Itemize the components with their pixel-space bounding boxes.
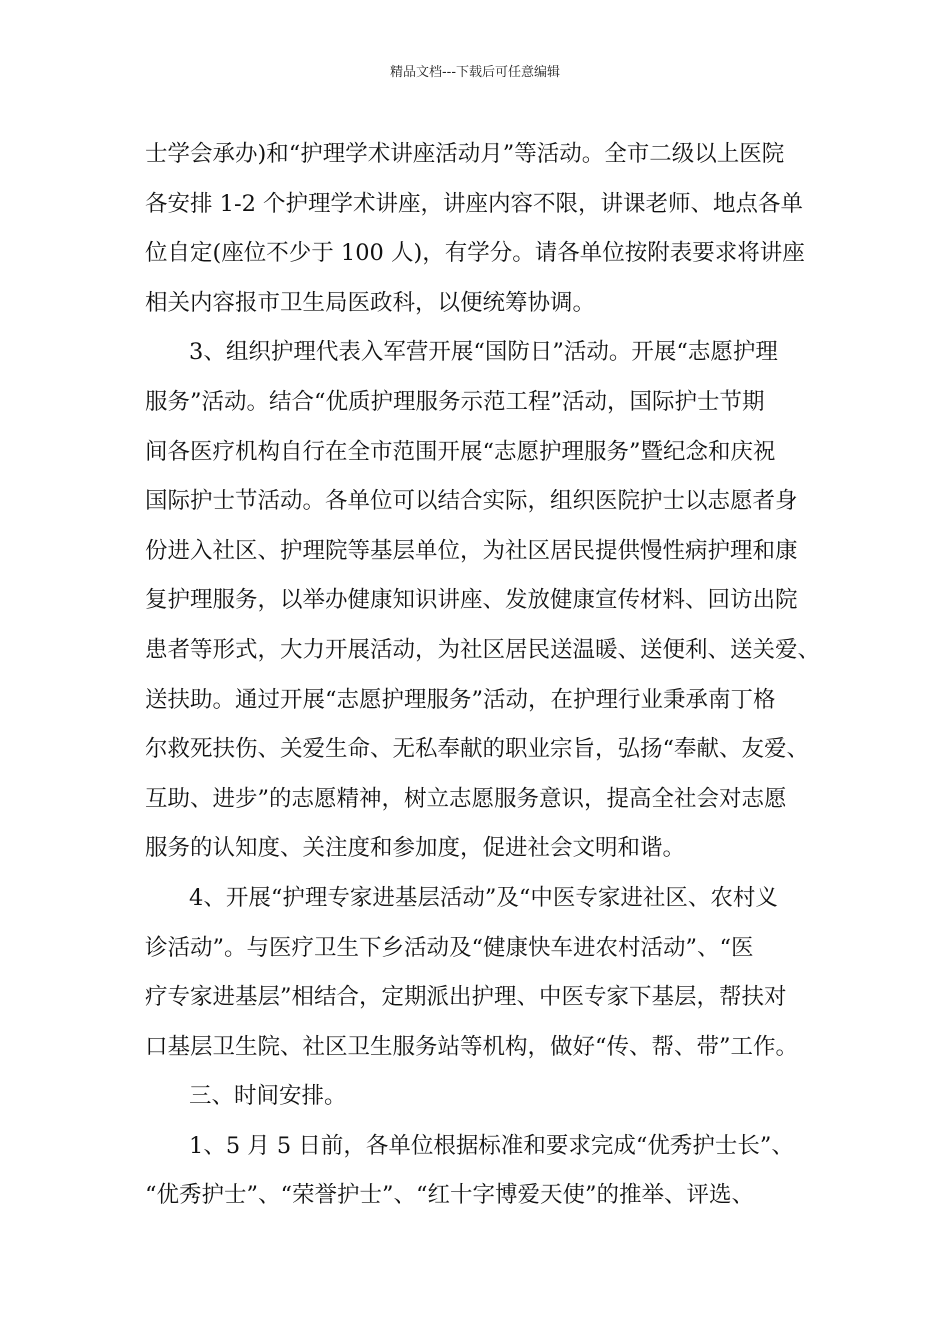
text-line: 尔救死扶伤、关爱生命、无私奉献的职业宗旨，弘扬“奉献、友爱、 xyxy=(145,736,810,763)
text-line: “优秀护士”、“荣誉护士”、“红十字博爱天使”的推举、评选、 xyxy=(145,1182,755,1209)
section-heading: 三、时间安排。 xyxy=(189,1083,347,1110)
text-line: 间各医疗机构自行在全市范围开展“志愿护理服务”暨纪念和庆祝 xyxy=(145,438,776,465)
text-line: 疗专家进基层”相结合，定期派出护理、中医专家下基层，帮扶对 xyxy=(145,984,787,1011)
text-line: 复护理服务，以举办健康知识讲座、发放健康宣传材料、回访出院 xyxy=(145,587,798,614)
text-line: 份进入社区、护理院等基层单位，为社区居民提供慢性病护理和康 xyxy=(145,537,798,564)
text-line: 送扶助。通过开展“志愿护理服务”活动，在护理行业秉承南丁格 xyxy=(145,686,776,713)
text-line: 互助、进步”的志愿精神，树立志愿服务意识，提高全社会对志愿 xyxy=(145,785,787,812)
document-body xyxy=(145,130,835,1221)
page-header: 精品文档---下载后可任意编辑 xyxy=(389,65,561,80)
text-line: 口基层卫生院、社区卫生服务站等机构，做好“传、帮、带”工作。 xyxy=(145,1033,799,1060)
paragraph-start-line: 3、组织护理代表入军营开展“国防日”活动。开展“志愿护理 xyxy=(189,339,778,366)
text-line: 诊活动”。与医疗卫生下乡活动及“健康快车进农村活动”、“医 xyxy=(145,934,754,961)
paragraph-start-line: 4、开展“护理专家进基层活动”及“中医专家进社区、农村义 xyxy=(189,884,778,911)
text-line: 相关内容报市卫生局医政科，以便统筹协调。 xyxy=(145,289,596,316)
text-line: 国际护士节活动。各单位可以结合实际，组织医院护士以志愿者身 xyxy=(145,488,798,515)
text-line: 服务的认知度、关注度和参加度，促进社会文明和谐。 xyxy=(145,835,686,862)
text-line: 服务”活动。结合“优质护理服务示范工程”活动，国际护士节期 xyxy=(145,388,765,415)
paragraph-start-line: 1、5 月 5 日前，各单位根据标准和要求完成“优秀护士长”、 xyxy=(189,1132,794,1159)
text-line: 患者等形式，大力开展活动，为社区居民送温暖、送便利、送关爱、 xyxy=(145,636,821,663)
text-line: 士学会承办)和“护理学术讲座活动月”等活动。全市二级以上医院 xyxy=(145,141,785,167)
text-line: 位自定(座位不少于 100 人)，有学分。请各单位按附表要求将讲座 xyxy=(145,240,805,267)
text-line: 各安排 1-2 个护理学术讲座，讲座内容不限，讲课老师、地点各单 xyxy=(145,190,804,217)
